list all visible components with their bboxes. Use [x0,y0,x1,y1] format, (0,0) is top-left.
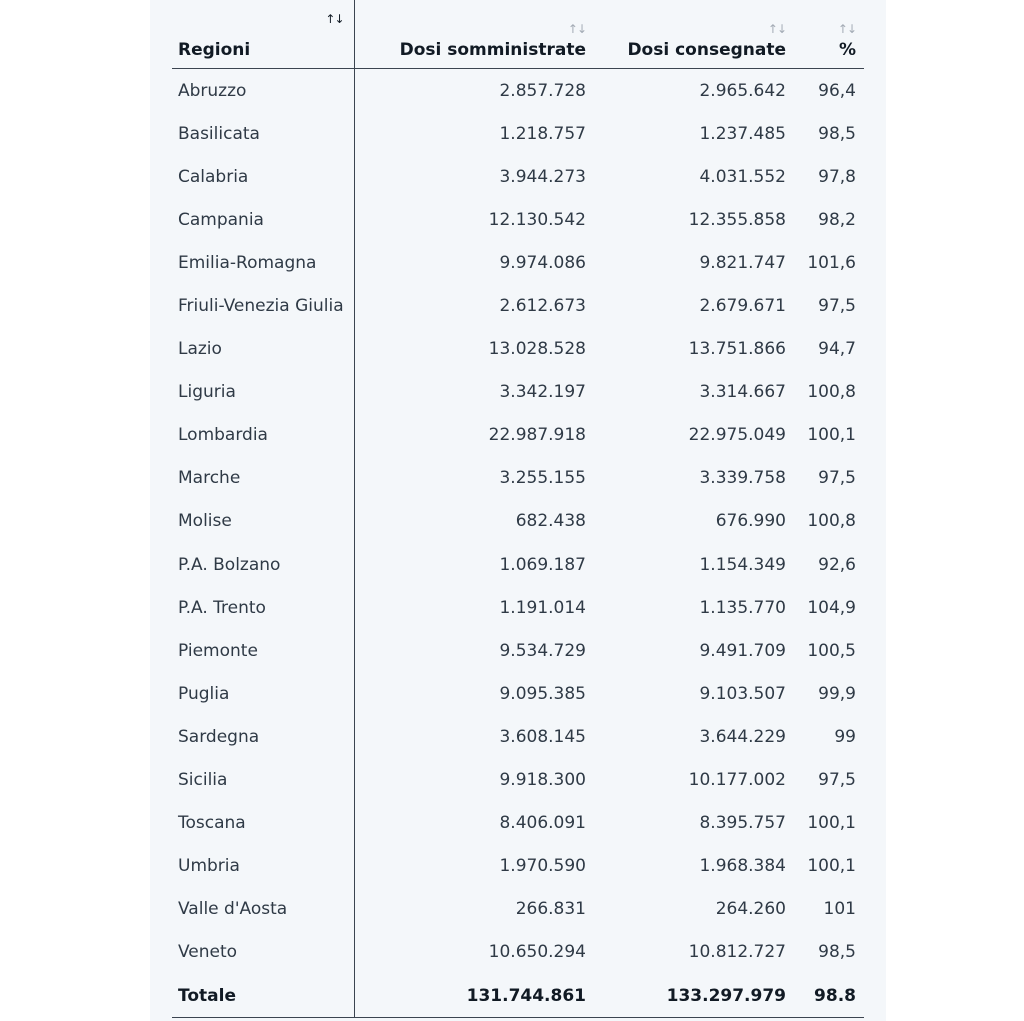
cell-doses-administered: 13.028.528 [488,339,586,360]
table-row [172,414,864,457]
cell-doses-administered: 9.974.086 [499,252,586,273]
cell-region: P.A. Trento [172,586,354,629]
cell-doses-delivered: 9.821.747 [699,252,786,273]
cell-percent: 97,8 [818,166,856,187]
cell-doses-administered: 2.612.673 [499,296,586,317]
table-row [172,371,864,414]
cell-doses-delivered: 1.968.384 [699,856,786,877]
table-row [172,457,864,500]
table-body [172,69,864,1018]
total-row [172,974,864,1018]
cell-region: Valle d'Aosta [172,888,354,931]
table-row [172,802,864,845]
cell-doses-administered: 131.744.861 [354,974,594,1018]
sort-arrows-icon[interactable]: ↑↓ [325,12,344,26]
cell-percent: 98,2 [818,209,856,230]
cell-doses-delivered: 12.355.858 [688,209,786,230]
cell-doses-administered: 8.406.091 [499,813,586,834]
cell-percent: 101,6 [807,252,856,273]
cell-percent: 98,5 [818,123,856,144]
cell-region: Lazio [172,328,354,371]
table-row [172,155,864,198]
cell-doses-delivered: 9.491.709 [699,640,786,661]
cell-doses-delivered: 9.103.507 [699,683,786,704]
cell-doses-administered: 3.944.273 [499,166,586,187]
table-row [172,241,864,284]
cell-doses-delivered: 133.297.979 [594,974,794,1018]
cell-region: Marche [172,457,354,500]
cell-doses-administered: 12.130.542 [488,209,586,230]
cell-region: Sicilia [172,759,354,802]
cell-percent: 100,1 [807,856,856,877]
cell-region: Puglia [172,672,354,715]
cell-percent: 97,5 [818,468,856,489]
cell-region: Totale [172,974,354,1018]
cell-percent: 97,5 [818,296,856,317]
table-panel [150,0,886,1021]
table-row [172,328,864,371]
cell-doses-administered: 2.857.728 [499,80,586,101]
cell-percent: 96,4 [818,80,856,101]
cell-region: Friuli-Venezia Giulia [172,284,354,327]
cell-doses-delivered: 13.751.866 [688,339,786,360]
table-row [172,586,864,629]
cell-percent: 100,1 [807,425,856,446]
table-row [172,112,864,155]
table-row [172,715,864,758]
cell-percent: 100,5 [807,640,856,661]
cell-doses-administered: 9.918.300 [499,770,586,791]
cell-doses-administered: 682.438 [515,511,586,532]
table-row [172,543,864,586]
cell-doses-administered: 1.218.757 [499,123,586,144]
cell-doses-administered: 3.608.145 [499,726,586,747]
cell-percent: 98,5 [818,942,856,963]
sort-arrows-icon[interactable]: ↑↓ [567,22,586,36]
table-row [172,888,864,931]
table-row [172,759,864,802]
cell-region: Sardegna [172,715,354,758]
cell-doses-delivered: 1.237.485 [699,123,786,144]
header-label: % [838,40,856,60]
cell-region: Veneto [172,931,354,974]
header-regioni[interactable] [172,0,354,69]
cell-percent: 98.8 [794,974,864,1018]
cell-doses-administered: 3.342.197 [499,382,586,403]
cell-doses-administered: 1.069.187 [499,554,586,575]
cell-doses-delivered: 3.314.667 [699,382,786,403]
cell-doses-delivered: 2.965.642 [699,80,786,101]
cell-region: Campania [172,198,354,241]
cell-region: Emilia-Romagna [172,241,354,284]
cell-region: P.A. Bolzano [172,543,354,586]
cell-region: Piemonte [172,629,354,672]
cell-region: Calabria [172,155,354,198]
cell-percent: 94,7 [818,339,856,360]
sort-arrows-icon[interactable]: ↑↓ [837,22,856,36]
cell-doses-delivered: 676.990 [715,511,786,532]
cell-doses-delivered: 2.679.671 [699,296,786,317]
cell-doses-delivered: 3.339.758 [699,468,786,489]
cell-doses-administered: 266.831 [515,899,586,920]
cell-doses-delivered: 264.260 [715,899,786,920]
table-row [172,931,864,974]
cell-doses-administered: 9.095.385 [499,683,586,704]
cell-percent: 99,9 [818,683,856,704]
table-row [172,69,864,113]
cell-region: Liguria [172,371,354,414]
table-row [172,672,864,715]
header-dosi-somministrate[interactable] [354,0,594,69]
header-label: Dosi somministrate [399,40,586,60]
cell-region: Umbria [172,845,354,888]
cell-percent: 97,5 [818,770,856,791]
cell-doses-delivered: 10.177.002 [688,770,786,791]
cell-percent: 92,6 [818,554,856,575]
header-dosi-consegnate[interactable] [594,0,794,69]
cell-doses-delivered: 8.395.757 [699,813,786,834]
cell-region: Toscana [172,802,354,845]
header-label: Regioni [178,40,251,60]
cell-region: Basilicata [172,112,354,155]
sort-arrows-icon[interactable]: ↑↓ [767,22,786,36]
cell-doses-delivered: 1.135.770 [699,597,786,618]
table-row [172,500,864,543]
vaccine-doses-table [172,0,864,1018]
cell-region: Abruzzo [172,69,354,113]
cell-doses-administered: 3.255.155 [499,468,586,489]
cell-doses-delivered: 1.154.349 [699,554,786,575]
cell-region: Lombardia [172,414,354,457]
cell-percent: 100,1 [807,813,856,834]
table-row [172,845,864,888]
table-header-row [172,0,864,69]
cell-doses-administered: 9.534.729 [499,640,586,661]
table-row [172,284,864,327]
cell-doses-delivered: 4.031.552 [699,166,786,187]
cell-doses-delivered: 3.644.229 [699,726,786,747]
header-percent[interactable] [794,0,864,69]
cell-doses-administered: 10.650.294 [488,942,586,963]
cell-doses-administered: 1.191.014 [499,597,586,618]
cell-percent: 100,8 [807,511,856,532]
cell-doses-delivered: 22.975.049 [688,425,786,446]
cell-percent: 101 [823,899,856,920]
cell-region: Molise [172,500,354,543]
table-row [172,629,864,672]
cell-doses-delivered: 10.812.727 [688,942,786,963]
table-row [172,198,864,241]
cell-doses-administered: 1.970.590 [499,856,586,877]
header-label: Dosi consegnate [627,40,786,60]
cell-doses-administered: 22.987.918 [488,425,586,446]
cell-percent: 99 [834,726,856,747]
cell-percent: 104,9 [807,597,856,618]
cell-percent: 100,8 [807,382,856,403]
